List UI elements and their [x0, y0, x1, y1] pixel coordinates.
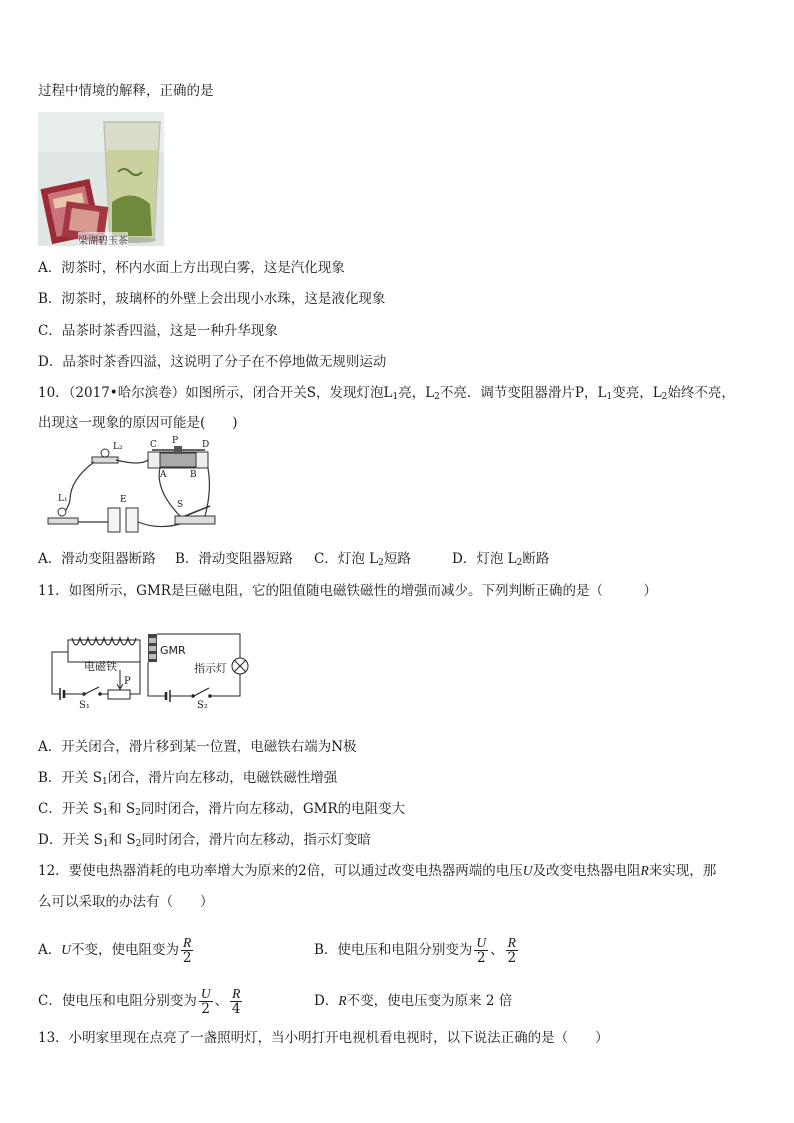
- q9-option-b: B．沏茶时，玻璃杯的外壁上会出现小水珠，这是液化现象: [38, 291, 386, 307]
- q10-option-b: B．滑动变阻器短路: [175, 551, 293, 567]
- q12-option-b-frac1: [474, 935, 488, 966]
- frac-den: 2: [182, 950, 192, 966]
- frac-num: R: [183, 935, 192, 950]
- q11-option-c-mid: 和 S: [108, 801, 136, 817]
- q10-option-c-a: C．灯泡 L: [314, 551, 379, 567]
- frac-den: 4: [231, 1001, 241, 1017]
- q11-label-p: P: [124, 676, 131, 687]
- q10-stem: [38, 384, 735, 406]
- q11-label-electromagnet: 电磁铁: [84, 660, 117, 673]
- q10-option-c-sub: 2: [378, 558, 384, 568]
- q12-option-a-u: U: [61, 942, 71, 957]
- q12-option-a-b: 不变，使电阻变为: [71, 942, 179, 958]
- q10-stem-line2: 出现这一现象的原因可能是( ): [38, 415, 238, 431]
- q11-option-c-sub1: 1: [102, 808, 109, 818]
- q12-option-c: [38, 983, 244, 1019]
- q11-label-indicator: 指示灯: [194, 662, 227, 675]
- q11-stem: 11．如图所示，GMR是巨磁电阻，它的阻值随电磁铁磁性的增强而减少。下列判断正确的是（ ）: [38, 583, 657, 599]
- frac-num: U: [200, 986, 211, 1001]
- q9-option-d: D．品茶时茶香四溢，这说明了分子在不停地做无规则运动: [38, 354, 387, 370]
- q10-option-d: [452, 550, 549, 572]
- q11-option-d-b: 同时闭合，滑片向左移动，指示灯变暗: [141, 832, 371, 848]
- q12-option-d-r: R: [338, 993, 347, 1008]
- frac-num: R: [232, 986, 241, 1001]
- q11-option-d-mid: 和 S: [108, 832, 136, 848]
- q12-option-b-sep: 、: [490, 942, 504, 958]
- q11-option-b-a: B．开关 S: [38, 770, 102, 786]
- q12-option-a-frac: [181, 935, 193, 966]
- q10-option-d-a: D．灯泡 L: [452, 551, 517, 567]
- q10-label-c: C: [150, 440, 157, 450]
- frac-den: 2: [201, 1001, 211, 1017]
- q12-stem: [38, 862, 716, 880]
- q10-label-e: E: [120, 495, 127, 505]
- q12-option-a-a: A．: [38, 942, 62, 958]
- q12-option-d-b: 不变，使电压变为原来 2 倍: [346, 993, 513, 1009]
- q11-option-d-sub2: 2: [135, 839, 142, 849]
- photo-caption: 梁湖碧玉茶: [78, 232, 128, 247]
- intro-line: 过程中情境的解释，正确的是: [38, 83, 214, 99]
- q10-stem-a: 10．（2017•哈尔滨卷）如图所示，闭合开关S，发现灯泡L: [38, 385, 393, 401]
- q10-circuit-figure: [40, 436, 220, 540]
- q11-option-c-a: C．开关 S: [38, 801, 103, 817]
- q12-r: R: [640, 863, 649, 878]
- q10-stem-c: 不亮．调节变阻器滑片P，L: [439, 385, 607, 401]
- q11-option-d-sub1: 1: [102, 839, 109, 849]
- q11-option-c: [38, 800, 405, 822]
- q12-option-b-frac2: [506, 935, 518, 966]
- q12-stem-line2: 么可以采取的办法有（ ）: [38, 894, 214, 910]
- q12-option-a: [38, 932, 195, 968]
- q10-option-c-b: 短路: [383, 551, 411, 567]
- q10-label-a: A: [160, 470, 167, 480]
- q11-label-s2: S₂: [197, 700, 208, 711]
- q10-sub4: 2: [661, 392, 668, 402]
- q12-option-d-a: D．: [314, 993, 339, 1009]
- q11-option-b-sub: 1: [101, 777, 108, 787]
- q10-stem-b: 亮，L: [398, 385, 435, 401]
- q11-circuit-figure: [44, 628, 254, 716]
- q12-option-c-frac2: [230, 986, 242, 1017]
- q12-stem-a: 12．要使电热器消耗的电功率增大为原来的2倍，可以通过改变电热器两端的电压: [38, 863, 523, 879]
- q11-label-gmr: GMR: [160, 644, 186, 657]
- q10-sub1: 1: [392, 392, 399, 402]
- q12-option-b-a: B．使电压和电阻分别变为: [314, 942, 473, 958]
- q12-option-c-a: C．使电压和电阻分别变为: [38, 993, 197, 1009]
- q11-option-b-b: 闭合，滑片向左移动，电磁铁磁性增强: [107, 770, 338, 786]
- q12-option-d: [314, 983, 512, 1019]
- q11-option-d-a: D．开关 S: [38, 832, 103, 848]
- q12-option-c-frac1: [199, 986, 213, 1017]
- q10-label-b: B: [190, 470, 197, 480]
- q10-stem-e: 始终不亮，: [667, 385, 735, 401]
- q11-option-c-b: 同时闭合，滑片向左移动，GMR的电阻变大: [140, 801, 406, 817]
- q10-option-a: A．滑动变阻器断路: [38, 551, 156, 567]
- q10-sub3: 1: [606, 392, 613, 402]
- q11-label-s1: S₁: [79, 700, 90, 711]
- q11-option-a: A．开关闭合，滑片移到某一位置，电磁铁右端为N极: [38, 739, 357, 755]
- q11-option-b: [38, 769, 337, 791]
- q10-option-d-sub: 2: [516, 558, 523, 568]
- q9-option-c: C．品茶时茶香四溢，这是一种升华现象: [38, 323, 278, 339]
- q12-stem-b: 及改变电热器电阻: [532, 863, 641, 879]
- frac-num: U: [476, 935, 487, 950]
- q10-option-d-b: 断路: [522, 551, 550, 567]
- frac-den: 2: [507, 950, 517, 966]
- q12-option-b: [314, 932, 520, 968]
- q10-label-d: D: [202, 440, 210, 450]
- q10-label-l2: L₂: [113, 442, 123, 452]
- q9-option-a: A．沏茶时，杯内水面上方出现白雾，这是汽化现象: [38, 260, 345, 276]
- q10-label-p: P: [172, 436, 179, 446]
- q10-option-c: [314, 550, 411, 572]
- q11-option-c-sub2: 2: [135, 808, 141, 818]
- tea-photo: [38, 112, 164, 246]
- q10-sub2: 2: [434, 392, 440, 402]
- q13-stem: 13．小明家里现在点亮了一盏照明灯，当小明打开电视机看电视时，以下说法正确的是（ ）: [38, 1030, 609, 1046]
- q12-u: U: [522, 863, 533, 878]
- q10-stem-d: 变亮，L: [612, 385, 662, 401]
- frac-num: R: [507, 935, 516, 950]
- q10-label-l1: L₁: [58, 494, 68, 504]
- frac-den: 2: [477, 950, 486, 966]
- q11-option-d: [38, 831, 371, 853]
- q10-label-s: S: [177, 500, 184, 510]
- q12-option-c-sep: 、: [214, 993, 229, 1009]
- q12-stem-c: 来实现，那: [648, 863, 717, 879]
